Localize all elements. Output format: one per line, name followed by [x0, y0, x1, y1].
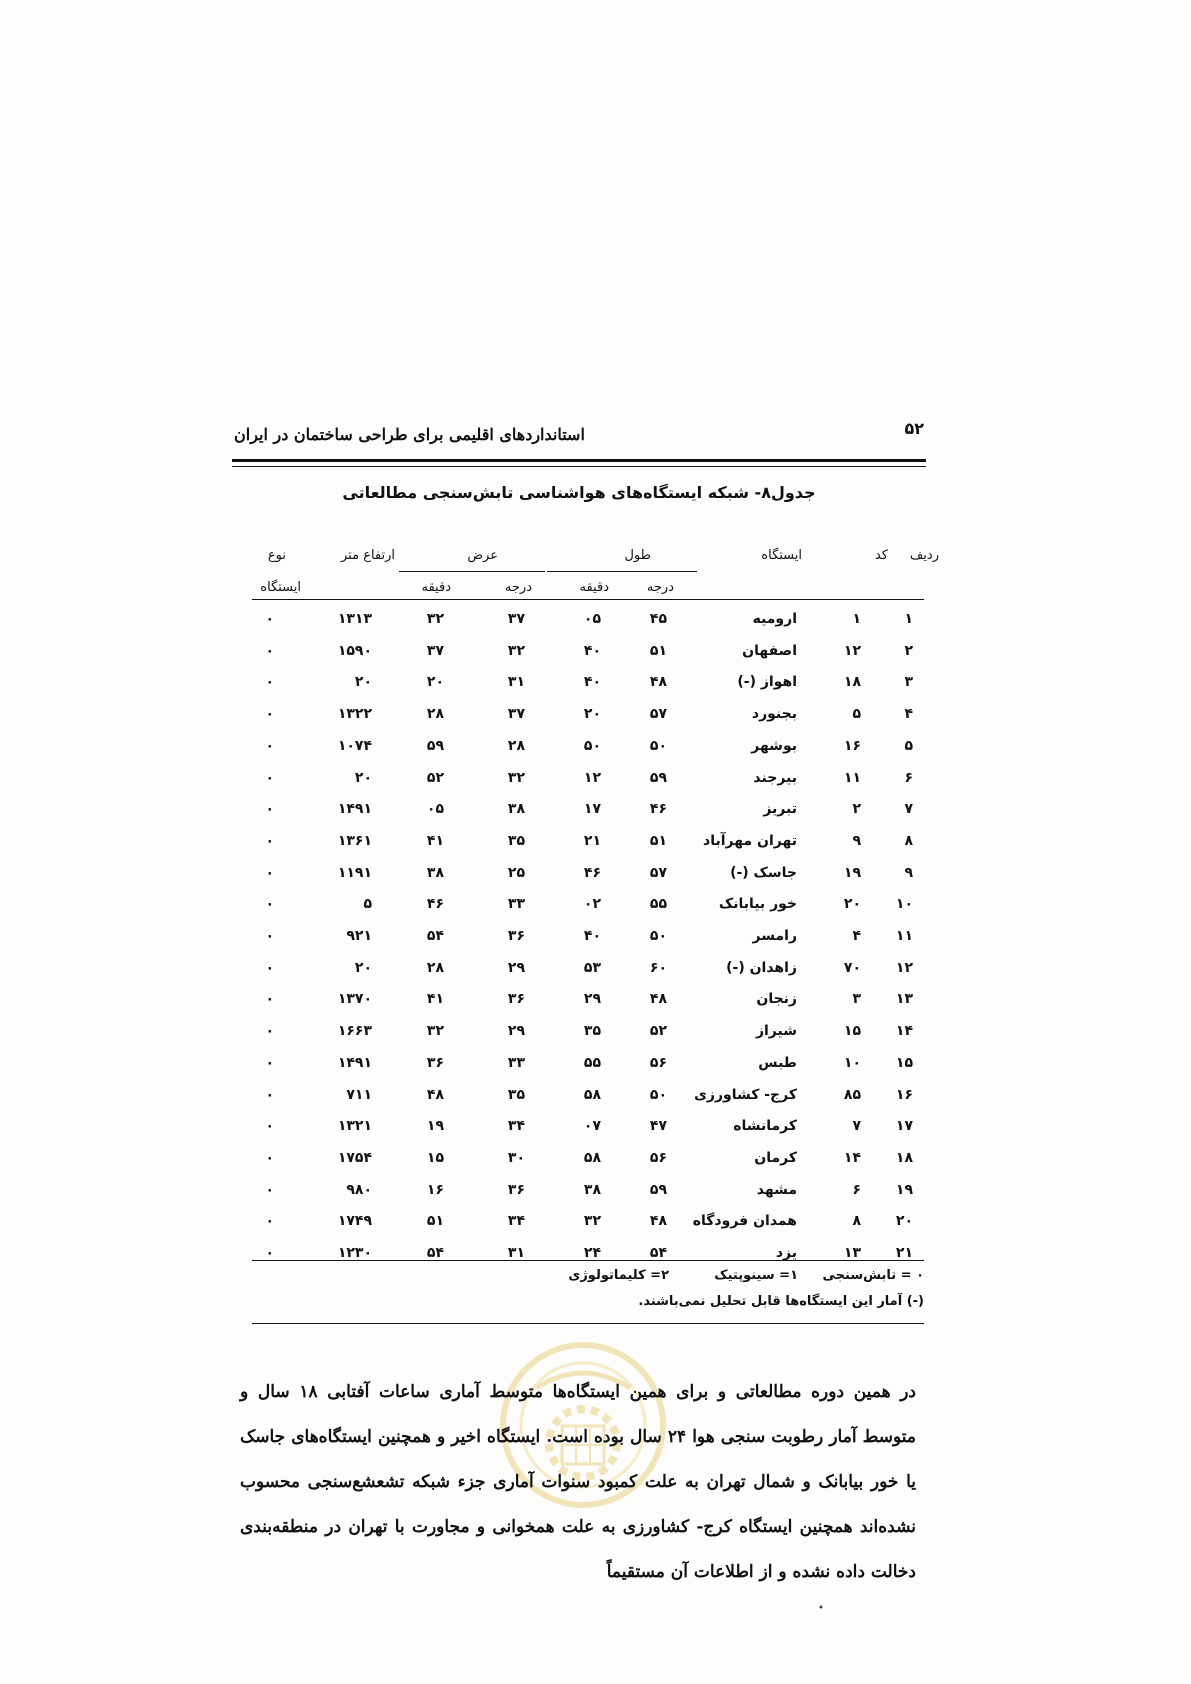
cell-station: زنجان: [756, 991, 797, 1008]
cell-elevation: ۱۴۹۱: [337, 1054, 372, 1071]
cell-arz-degree: ۳۶: [507, 928, 525, 944]
cell-radif: ۱۹: [895, 1181, 913, 1198]
cell-elevation: ۱۱۹۱: [337, 864, 372, 881]
cell-station: کرمان: [754, 1149, 797, 1166]
cell-tool-degree: ۴۵: [649, 611, 667, 627]
cell-radif: ۱۸: [895, 1149, 913, 1166]
cell-arz-degree: ۲۹: [507, 1023, 525, 1040]
cell-arz-minute: ۲۸: [426, 959, 444, 976]
cell-kod: ۷: [852, 1118, 861, 1135]
cell-tool-degree: ۵۷: [649, 864, 667, 881]
cell-station: کرمانشاه: [733, 1118, 797, 1135]
cell-tool-minute: ۵۳: [583, 959, 601, 976]
cell-arz-degree: ۳۴: [507, 1213, 525, 1230]
page-header: [234, 419, 924, 451]
cell-station-type: ۰: [265, 674, 274, 691]
cell-arz-minute: ۴۶: [426, 896, 444, 913]
cell-tool-minute: ۲۱: [583, 832, 601, 849]
cell-arz-degree: ۳۶: [507, 991, 525, 1008]
header-type-line1: نوع: [267, 548, 286, 563]
table-row: [0, 1055, 1191, 1086]
cell-elevation: ۲۰: [354, 959, 372, 976]
cell-arz-minute: ۵۴: [426, 928, 444, 944]
cell-kod: ۲۰: [843, 896, 861, 913]
header-tool-minute: دقیقه: [579, 580, 609, 595]
cell-radif: ۳: [904, 674, 913, 691]
cell-arz-minute: ۵۱: [426, 1213, 444, 1230]
cell-tool-degree: ۵۵: [649, 896, 667, 913]
cell-radif: ۱۵: [895, 1054, 913, 1071]
cell-station: رامسر: [752, 928, 797, 944]
cell-kod: ۱۸: [843, 674, 861, 691]
cell-radif: ۱۳: [895, 991, 913, 1008]
cell-tool-minute: ۳۲: [583, 1213, 601, 1230]
cell-arz-minute: ۱۵: [426, 1149, 444, 1166]
cell-station: بیرجند: [753, 769, 797, 786]
table-row: [0, 1087, 1191, 1118]
cell-station-type: ۰: [265, 706, 274, 723]
cell-station: تهران مهرآباد: [703, 832, 797, 849]
cell-tool-minute: ۴۰: [583, 642, 601, 659]
cell-tool-degree: ۵۹: [649, 769, 667, 786]
cell-kod: ۱۵: [843, 1023, 861, 1040]
cell-arz-degree: ۳۳: [507, 896, 525, 913]
cell-tool-minute: ۴۰: [583, 674, 601, 691]
cell-kod: ۵: [852, 706, 861, 723]
header-arz-degree: درجه: [504, 580, 532, 595]
cell-tool-degree: ۵۴: [649, 1245, 667, 1261]
scan-speck: [816, 1602, 826, 1612]
cell-arz-degree: ۳۲: [507, 769, 525, 786]
notes-bottom-rule: [252, 1323, 924, 1324]
cell-elevation: ۲۰: [354, 674, 372, 691]
cell-radif: ۸: [904, 832, 913, 849]
cell-elevation: ۱۵۹۰: [337, 642, 372, 659]
table-row: [0, 1118, 1191, 1149]
cell-kod: ۱۲: [843, 642, 861, 659]
cell-station-type: ۰: [265, 896, 274, 913]
cell-radif: ۴: [904, 706, 913, 723]
header-radif: ردیف: [909, 548, 939, 563]
header-tool: طول: [624, 548, 651, 563]
table-row: [0, 833, 1191, 864]
cell-kod: ۱۰: [843, 1054, 861, 1071]
legend-item-2: ۲= کلیماتولوژی: [568, 1268, 669, 1283]
cell-radif: ۲: [904, 642, 913, 659]
cell-station-type: ۰: [265, 864, 274, 881]
cell-elevation: ۵: [363, 896, 372, 913]
cell-tool-degree: ۴۶: [649, 801, 667, 818]
cell-arz-minute: ۱۹: [426, 1118, 444, 1135]
cell-station: تبریز: [763, 801, 797, 818]
cell-tool-minute: ۱۷: [583, 801, 601, 818]
cell-tool-degree: ۵۲: [649, 1023, 667, 1040]
cell-arz-degree: ۲۸: [507, 737, 525, 754]
cell-station: خور بیابانک: [718, 896, 797, 913]
table-row: [0, 1213, 1191, 1244]
header-arz-minute: دقیقه: [421, 580, 451, 595]
cell-radif: ۱۰: [895, 896, 913, 913]
cell-elevation: ۱۶۶۳: [337, 1023, 372, 1040]
cell-kod: ۹: [852, 832, 861, 849]
cell-tool-minute: ۱۲: [583, 769, 601, 786]
cell-elevation: ۱۳۱۳: [337, 611, 372, 627]
table-header-rule: [252, 599, 924, 600]
cell-arz-degree: ۲۵: [507, 864, 525, 881]
cell-kod: ۱۱: [843, 769, 861, 786]
cell-arz-degree: ۳۴: [507, 1118, 525, 1135]
cell-arz-degree: ۲۹: [507, 959, 525, 976]
table-caption: جدول۸- شبکه ایستگاه‌های هواشناسی تابش‌سنجی مطالعاتی: [342, 483, 816, 502]
cell-station: مشهد: [756, 1181, 797, 1198]
cell-arz-minute: ۵۲: [426, 769, 444, 786]
running-title: استانداردهای اقلیمی برای طراحی ساختمان در ایران: [234, 425, 585, 444]
cell-arz-degree: ۳۸: [507, 801, 525, 818]
cell-tool-degree: ۴۸: [649, 1213, 667, 1230]
cell-tool-degree: ۶۰: [649, 959, 667, 976]
cell-elevation: ۹۲۱: [346, 928, 372, 944]
cell-station: همدان فرودگاه: [692, 1213, 797, 1230]
cell-tool-degree: ۵۱: [649, 642, 667, 659]
cell-arz-minute: ۳۷: [426, 642, 444, 659]
cell-station: طبس: [758, 1054, 797, 1071]
cell-radif: ۶: [904, 769, 913, 786]
cell-station: شیراز: [755, 1023, 797, 1040]
cell-station-type: ۰: [265, 991, 274, 1008]
cell-tool-minute: ۲۹: [583, 991, 601, 1008]
cell-radif: ۱۴: [895, 1023, 913, 1040]
cell-arz-minute: ۴۱: [426, 991, 444, 1008]
cell-kod: ۳: [852, 991, 861, 1008]
cell-arz-degree: ۳۱: [507, 674, 525, 691]
cell-tool-minute: ۴۶: [583, 864, 601, 881]
table-bottom-rule: [252, 1260, 924, 1261]
cell-station-type: ۰: [265, 611, 274, 627]
cell-arz-minute: ۲۸: [426, 706, 444, 723]
cell-arz-degree: ۳۲: [507, 642, 525, 659]
cell-kod: ۱۶: [843, 737, 861, 754]
cell-tool-degree: ۵۶: [649, 1149, 667, 1166]
cell-radif: ۱۷: [895, 1118, 913, 1135]
cell-elevation: ۲۰: [354, 769, 372, 786]
cell-station-type: ۰: [265, 928, 274, 944]
cell-tool-minute: ۳۸: [583, 1181, 601, 1198]
cell-kod: ۷۰: [843, 959, 861, 976]
table-row: [0, 991, 1191, 1022]
cell-arz-minute: ۱۶: [426, 1181, 444, 1198]
table-row: [0, 896, 1191, 927]
cell-station-type: ۰: [265, 1181, 274, 1198]
cell-tool-minute: ۵۵: [583, 1054, 601, 1071]
table-note: (-) آمار این ایستگاه‌ها قابل تحلیل نمی‌باشند.: [638, 1294, 924, 1309]
body-paragraph: در همین دوره مطالعاتی و برای همین ایستگاه‌ها متوسط آماری ساعات آفتابی ۱۸ سال و متوسط آمار رطوبت سنجی هوا ۲۴ سال بوده است. ایستگاه اخیر و همچنین ایستگاه‌های جاسک یا خور بیابانک و شمال تهران به علت کمبود سنوات آماری جزء شبکه تشعشع‌سنجی محسوب نشده‌اند همچنین ایستگاه کرج- کشاورزی به علت همخوانی و مجاورت با تهران در منطقه‌بندی دخالت داده نشده و از اطلاعات آن مستقیماً: [240, 1382, 917, 1582]
cell-station-type: ۰: [265, 642, 274, 659]
cell-arz-minute: ۲۰: [426, 674, 444, 691]
cell-station: بجنورد: [751, 706, 797, 723]
cell-arz-minute: ۳۲: [426, 1023, 444, 1040]
cell-arz-minute: ۵۴: [426, 1245, 444, 1261]
cell-tool-degree: ۵۰: [649, 737, 667, 754]
cell-arz-degree: ۳۶: [507, 1181, 525, 1198]
cell-kod: ۱: [852, 611, 861, 627]
cell-tool-degree: ۴۷: [649, 1118, 667, 1135]
cell-elevation: ۱۷۵۴: [337, 1149, 372, 1166]
cell-radif: ۱: [904, 611, 913, 627]
cell-arz-degree: ۳۵: [507, 1086, 525, 1103]
table-row: [0, 1182, 1191, 1213]
table-row: [0, 770, 1191, 801]
cell-kod: ۶: [852, 1181, 861, 1198]
cell-elevation: ۱۳۶۱: [337, 832, 372, 849]
cell-tool-degree: ۴۸: [649, 674, 667, 691]
cell-tool-degree: ۵۰: [649, 1086, 667, 1103]
cell-kod: ۲: [852, 801, 861, 818]
page-number: ۵۲: [904, 419, 924, 438]
table-row: [0, 643, 1191, 674]
header-kod: کد: [874, 548, 888, 563]
cell-arz-degree: ۳۱: [507, 1245, 525, 1261]
table-row: [0, 960, 1191, 991]
header-elevation: ارتفاع متر: [341, 548, 395, 563]
cell-arz-minute: ۰۵: [426, 801, 444, 818]
table-row: [0, 738, 1191, 769]
cell-tool-minute: ۰۲: [583, 896, 601, 913]
table-row: [0, 928, 1191, 959]
cell-kod: ۴: [852, 928, 861, 944]
cell-radif: ۱۶: [895, 1086, 913, 1103]
cell-kod: ۱۹: [843, 864, 861, 881]
table-row: [0, 611, 1191, 642]
cell-station-type: ۰: [265, 1023, 274, 1040]
cell-tool-minute: ۴۰: [583, 928, 601, 944]
header-station: ایستگاه: [761, 548, 802, 563]
cell-tool-minute: ۵۸: [583, 1086, 601, 1103]
cell-station-type: ۰: [265, 1213, 274, 1230]
cell-tool-degree: ۴۸: [649, 991, 667, 1008]
cell-elevation: ۱۳۷۰: [337, 991, 372, 1008]
table-row: [0, 865, 1191, 896]
cell-arz-degree: ۳۷: [507, 706, 525, 723]
cell-station: کرج- کشاورزی: [694, 1086, 797, 1103]
cell-elevation: ۱۷۴۹: [337, 1213, 372, 1230]
cell-arz-minute: ۴۱: [426, 832, 444, 849]
cell-tool-minute: ۰۷: [583, 1118, 601, 1135]
cell-arz-minute: ۳۶: [426, 1054, 444, 1071]
cell-arz-degree: ۳۵: [507, 832, 525, 849]
table-row: [0, 1150, 1191, 1181]
cell-kod: ۱۳: [843, 1245, 861, 1261]
legend-item-0: ۰ = تابش‌سنجی: [822, 1268, 924, 1283]
cell-arz-minute: ۳۸: [426, 864, 444, 881]
tool-group-line: [547, 571, 697, 572]
cell-tool-degree: ۵۹: [649, 1181, 667, 1198]
cell-station: یزد: [775, 1245, 797, 1261]
cell-arz-minute: ۵۹: [426, 737, 444, 754]
cell-radif: ۵: [904, 737, 913, 754]
cell-station-type: ۰: [265, 737, 274, 754]
cell-station-type: ۰: [265, 1118, 274, 1135]
cell-elevation: ۱۰۷۴: [337, 737, 372, 754]
cell-station: ارومیه: [752, 611, 797, 627]
cell-kod: ۱۴: [843, 1149, 861, 1166]
cell-arz-minute: ۳۲: [426, 611, 444, 627]
cell-tool-minute: ۲۰: [583, 706, 601, 723]
cell-tool-minute: ۲۴: [583, 1245, 601, 1261]
table-row: [0, 674, 1191, 705]
header-arz: عرض: [467, 548, 498, 563]
table-row: [0, 1023, 1191, 1054]
cell-arz-degree: ۳۳: [507, 1054, 525, 1071]
cell-station-type: ۰: [265, 959, 274, 976]
cell-tool-degree: ۵۱: [649, 832, 667, 849]
cell-arz-degree: ۳۰: [507, 1149, 525, 1166]
cell-station: زاهدان (-): [726, 959, 797, 976]
cell-station: جاسک (-): [730, 864, 797, 881]
cell-radif: ۲۰: [895, 1213, 913, 1230]
legend-item-1: ۱= سینوپتیک: [714, 1268, 798, 1283]
cell-elevation: ۹۸۰: [346, 1181, 372, 1198]
cell-tool-minute: ۰۵: [583, 611, 601, 627]
cell-arz-minute: ۴۸: [426, 1086, 444, 1103]
cell-station: اصفهان: [742, 642, 797, 659]
cell-kod: ۸: [852, 1213, 861, 1230]
cell-radif: ۷: [904, 801, 913, 818]
cell-station: اهواز (-): [737, 674, 797, 691]
cell-elevation: ۱۳۲۲: [337, 706, 372, 723]
cell-tool-degree: ۵۷: [649, 706, 667, 723]
header-type-line2: ایستگاه: [260, 580, 301, 595]
cell-kod: ۸۵: [843, 1086, 861, 1103]
header-double-rule: [232, 459, 926, 467]
cell-station-type: ۰: [265, 1245, 274, 1261]
cell-station-type: ۰: [265, 832, 274, 849]
arz-group-line: [399, 571, 545, 572]
cell-elevation: ۱۲۳۰: [337, 1245, 372, 1261]
cell-radif: ۲۱: [895, 1245, 913, 1261]
cell-station-type: ۰: [265, 1054, 274, 1071]
cell-station-type: ۰: [265, 769, 274, 786]
table-row: [0, 801, 1191, 832]
cell-arz-degree: ۳۷: [507, 611, 525, 627]
cell-elevation: ۷۱۱: [346, 1086, 372, 1103]
cell-station-type: ۰: [265, 1086, 274, 1103]
cell-tool-minute: ۵۰: [583, 737, 601, 754]
cell-tool-degree: ۵۰: [649, 928, 667, 944]
cell-station: بوشهر: [751, 737, 797, 754]
cell-tool-minute: ۳۵: [583, 1023, 601, 1040]
cell-station-type: ۰: [265, 1149, 274, 1166]
cell-radif: ۱۱: [895, 928, 913, 944]
cell-radif: ۹: [904, 864, 913, 881]
cell-station-type: ۰: [265, 801, 274, 818]
cell-tool-degree: ۵۶: [649, 1054, 667, 1071]
table-row: [0, 706, 1191, 737]
header-tool-degree: درجه: [646, 580, 674, 595]
cell-elevation: ۱۳۲۱: [337, 1118, 372, 1135]
cell-elevation: ۱۴۹۱: [337, 801, 372, 818]
cell-tool-minute: ۵۸: [583, 1149, 601, 1166]
cell-radif: ۱۲: [895, 959, 913, 976]
